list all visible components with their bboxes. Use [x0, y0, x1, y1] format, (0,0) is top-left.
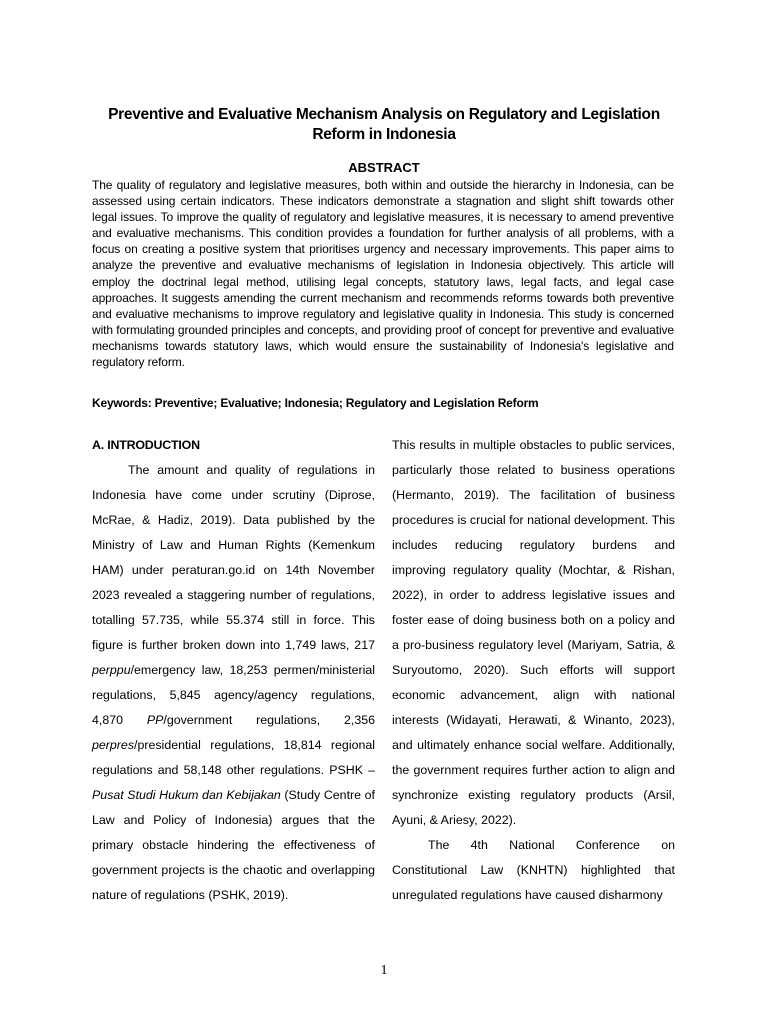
- page-number: 1: [380, 963, 388, 978]
- intro-paragraph-1: The amount and quality of regulations in Indonesia have come under scrutiny (Diprose, McRae, & Hadiz, 2019). Data published by the Ministry of Law and Human Rights (Kemenkum HAM) under peraturan.go.id on 14th November 2023 revealed a staggering number of regulations, totalling 57.735, while 55.374 still in force. This figure is further broken down into 1,749 laws, 217 perppu/emergency law, 18,253 permen/ministerial regulations, 5,845 agency/agency regulations, 4,870 PP/government regulations, 2,356 perpres/presidential regulations, 18,814 regional regulations and 58,148 other regulations. PSHK – Pusat Studi Hukum dan Kebijakan (Study Centre of Law and Policy of Indonesia) argues that the primary obstacle hindering the effectiveness of government projects is the chaotic and overlapping nature of regulations (PSHK, 2019).: [92, 463, 376, 902]
- abstract-body: The quality of regulatory and legislative measures, both within and outside the hierarchy in Indonesia, can be assessed using certain indicators. These indicators demonstrate a stagnation and slight shift towards other legal issues. To improve the quality of regulatory and legislative measures, it is necessary to amend preventive and evaluative mechanisms. This condition provides a foundation for further analysis of all problems, with a focus on creating a positive system that prioritises urgency and necessary improvements. This paper aims to analyze the preventive and evaluative mechanisms of legislation in Indonesia objectively. This article will employ the doctrinal legal method, utilising legal concepts, statutory laws, legal facts, and legal case approaches. It suggests amending the current mechanism and recommends reforms towards both preventive and evaluative mechanisms to improve regulatory and legislative quality in Indonesia. This study is concerned with formulating grounded principles and concepts, and providing proof of concept for preventive and evaluative mechanisms towards statutory laws, which would ensure the sustainability of Indonesia's legislative and regulatory reform.: [92, 178, 674, 370]
- right-column: [392, 433, 675, 908]
- left-column: [92, 433, 375, 908]
- intro-paragraph-3: The 4th National Conference on Constitutional Law (KNHTN) highlighted that unregulated regulations have caused disharmony: [392, 838, 675, 902]
- section-heading-introduction: A. INTRODUCTION: [92, 438, 200, 452]
- abstract-heading: ABSTRACT: [348, 160, 420, 175]
- keywords-line: Keywords: Preventive; Evaluative; Indonesia; Regulatory and Legislation Reform: [92, 396, 539, 410]
- intro-paragraph-2: This results in multiple obstacles to public services, particularly those related to business operations (Hermanto, 2019). The facilitation of business procedures is crucial for national development. This includes reducing regulatory burdens and improving regulatory quality (Mochtar, & Rishan, 2022), in order to address legislative issues and foster ease of doing business both on a policy and a pro-business regulatory level (Mariyam, Satria, & Suryoutomo, 2020). Such efforts will support economic advancement, align with national interests (Widayati, Herawati, & Winanto, 2023), and ultimately enhance social welfare. Additionally, the government requires further action to align and synchronize existing regulatory products (Arsil, Ayuni, & Ariesy, 2022).: [392, 438, 675, 827]
- paper-title: Preventive and Evaluative Mechanism Analysis on Regulatory and Legislation Reform in Indonesia: [108, 106, 660, 143]
